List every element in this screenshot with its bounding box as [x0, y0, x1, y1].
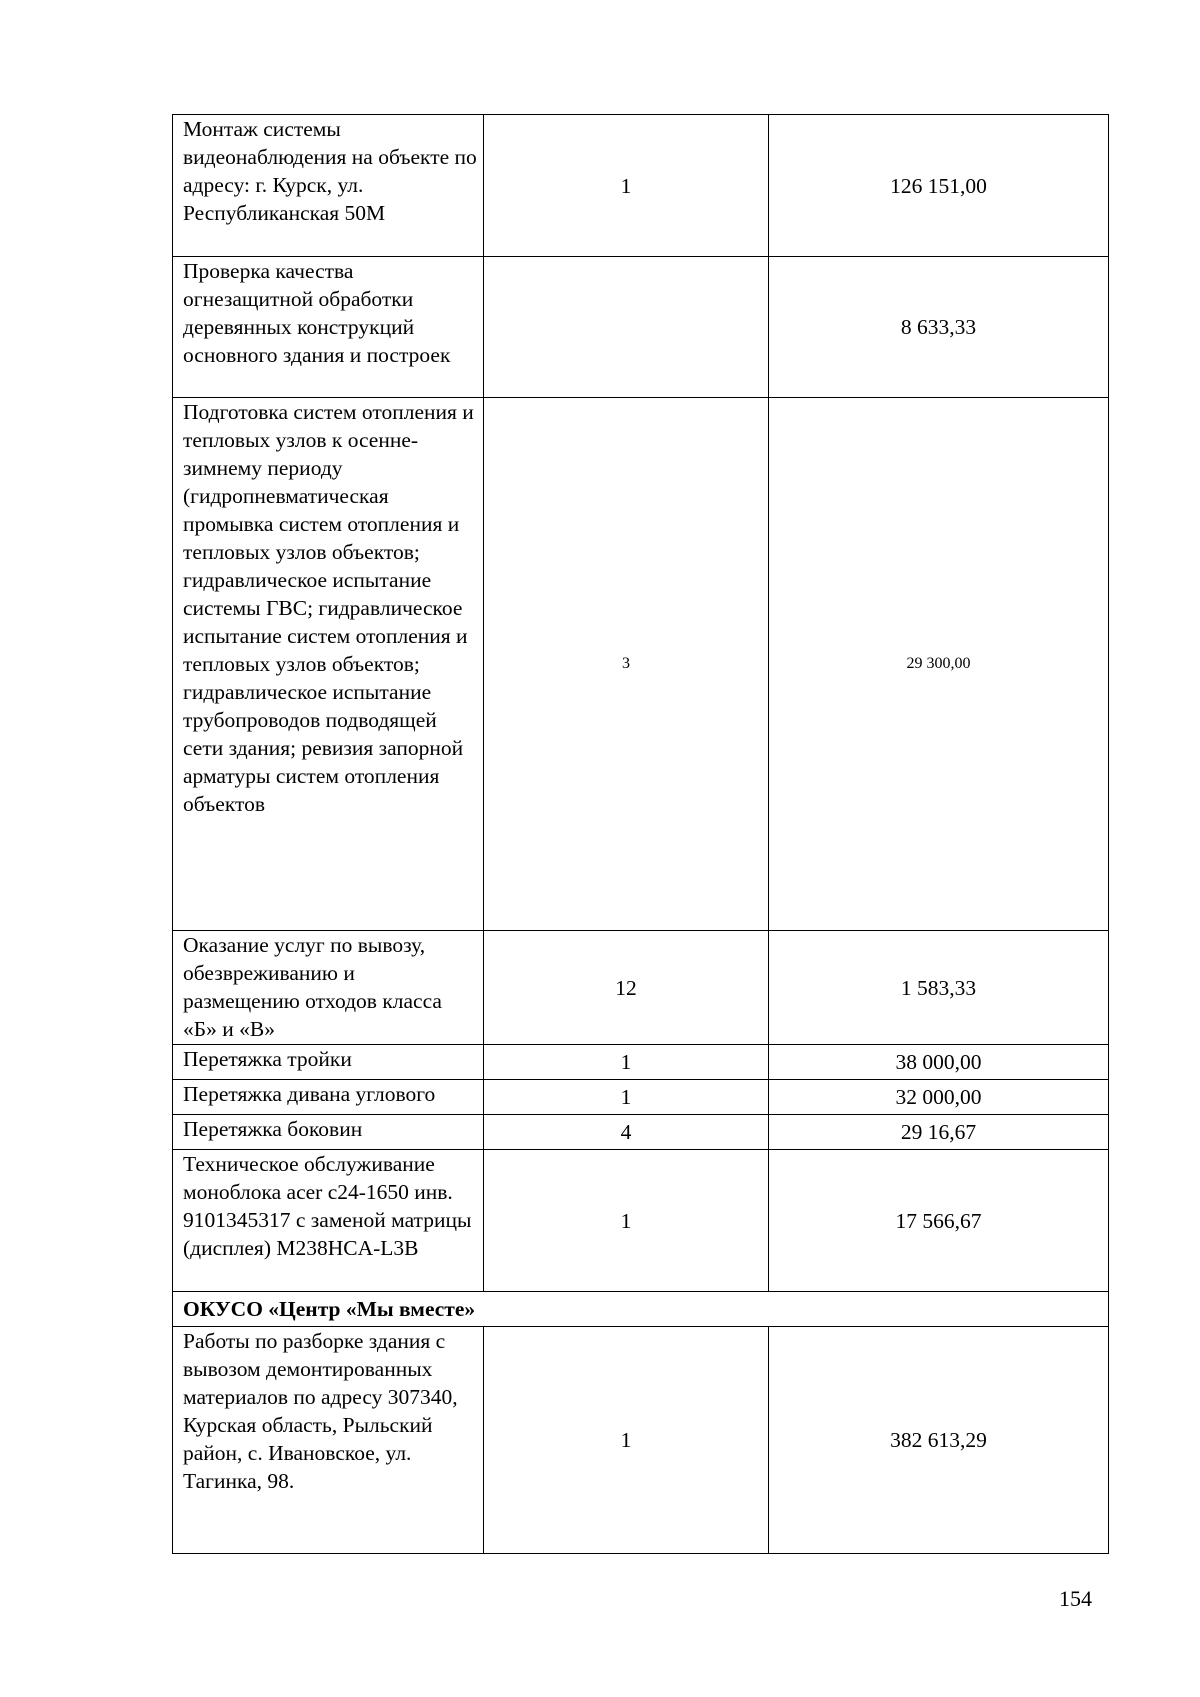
table-row: [173, 931, 1109, 1045]
service-name-cell: Проверка качества огнезащитной обработки деревянных конструкций основного здания и построек: [173, 257, 484, 398]
amount-cell: 126 151,00: [769, 115, 1109, 257]
quantity-cell: 1: [484, 1080, 769, 1115]
service-name-cell: Работы по разборке здания с вывозом демонтированных материалов по адресу 307340, Курская область, Рыльский район, с. Ивановское, ул. Тагинка, 98.: [173, 1327, 484, 1554]
quantity-cell: 1: [484, 1150, 769, 1292]
service-name-cell: Подготовка систем отопления и тепловых узлов к осенне-зимнему периоду (гидропневматическая промывка систем отопления и тепловых узлов объектов; гидравлическое испытание системы ГВС; гидравлическое испытание систем отопления и тепловых узлов объектов; гидравлическое испытание трубопроводов подводящей сети здания; ревизия запорной арматуры систем отопления объектов: [173, 398, 484, 931]
quantity-cell: 1: [484, 1045, 769, 1080]
page-number: 154: [1059, 1586, 1092, 1611]
amount-cell: 8 633,33: [769, 257, 1109, 398]
quantity-cell: [484, 257, 769, 398]
quantity-cell: 1: [484, 115, 769, 257]
table-row: [173, 398, 1109, 931]
service-name-cell: Перетяжка тройки: [173, 1045, 484, 1080]
service-name-cell: Оказание услуг по вывозу, обезвреживанию и размещению отходов класса «Б» и «В»: [173, 931, 484, 1045]
service-name-cell: Перетяжка боковин: [173, 1115, 484, 1150]
quantity-cell: 12: [484, 931, 769, 1045]
services-table: [172, 114, 1109, 1554]
table-row: [173, 1115, 1109, 1150]
services-table-body: [173, 115, 1109, 1554]
amount-cell: 29 300,00: [769, 398, 1109, 931]
table-row: [173, 257, 1109, 398]
amount-cell: 17 566,67: [769, 1150, 1109, 1292]
table-row: [173, 1150, 1109, 1292]
section-title: ОКУСО «Центр «Мы вместе»: [173, 1292, 1109, 1327]
amount-cell: 29 16,67: [769, 1115, 1109, 1150]
table-row: [173, 1080, 1109, 1115]
service-name-cell: Перетяжка дивана углового: [173, 1080, 484, 1115]
table-row: [173, 1327, 1109, 1554]
amount-cell: 38 000,00: [769, 1045, 1109, 1080]
amount-cell: 382 613,29: [769, 1327, 1109, 1554]
section-header-row: [173, 1292, 1109, 1327]
quantity-cell: 4: [484, 1115, 769, 1150]
service-name-cell: Техническое обслуживание моноблока acer c24-1650 инв. 9101345317 с заменой матрицы (дисплея) M238HCA-L3B: [173, 1150, 484, 1292]
quantity-cell: 1: [484, 1327, 769, 1554]
service-name-cell: Монтаж системы видеонаблюдения на объекте по адресу: г. Курск, ул. Республиканская 50М: [173, 115, 484, 257]
amount-cell: 32 000,00: [769, 1080, 1109, 1115]
table-row: [173, 115, 1109, 257]
table-row: [173, 1045, 1109, 1080]
quantity-cell: 3: [484, 398, 769, 931]
amount-cell: 1 583,33: [769, 931, 1109, 1045]
